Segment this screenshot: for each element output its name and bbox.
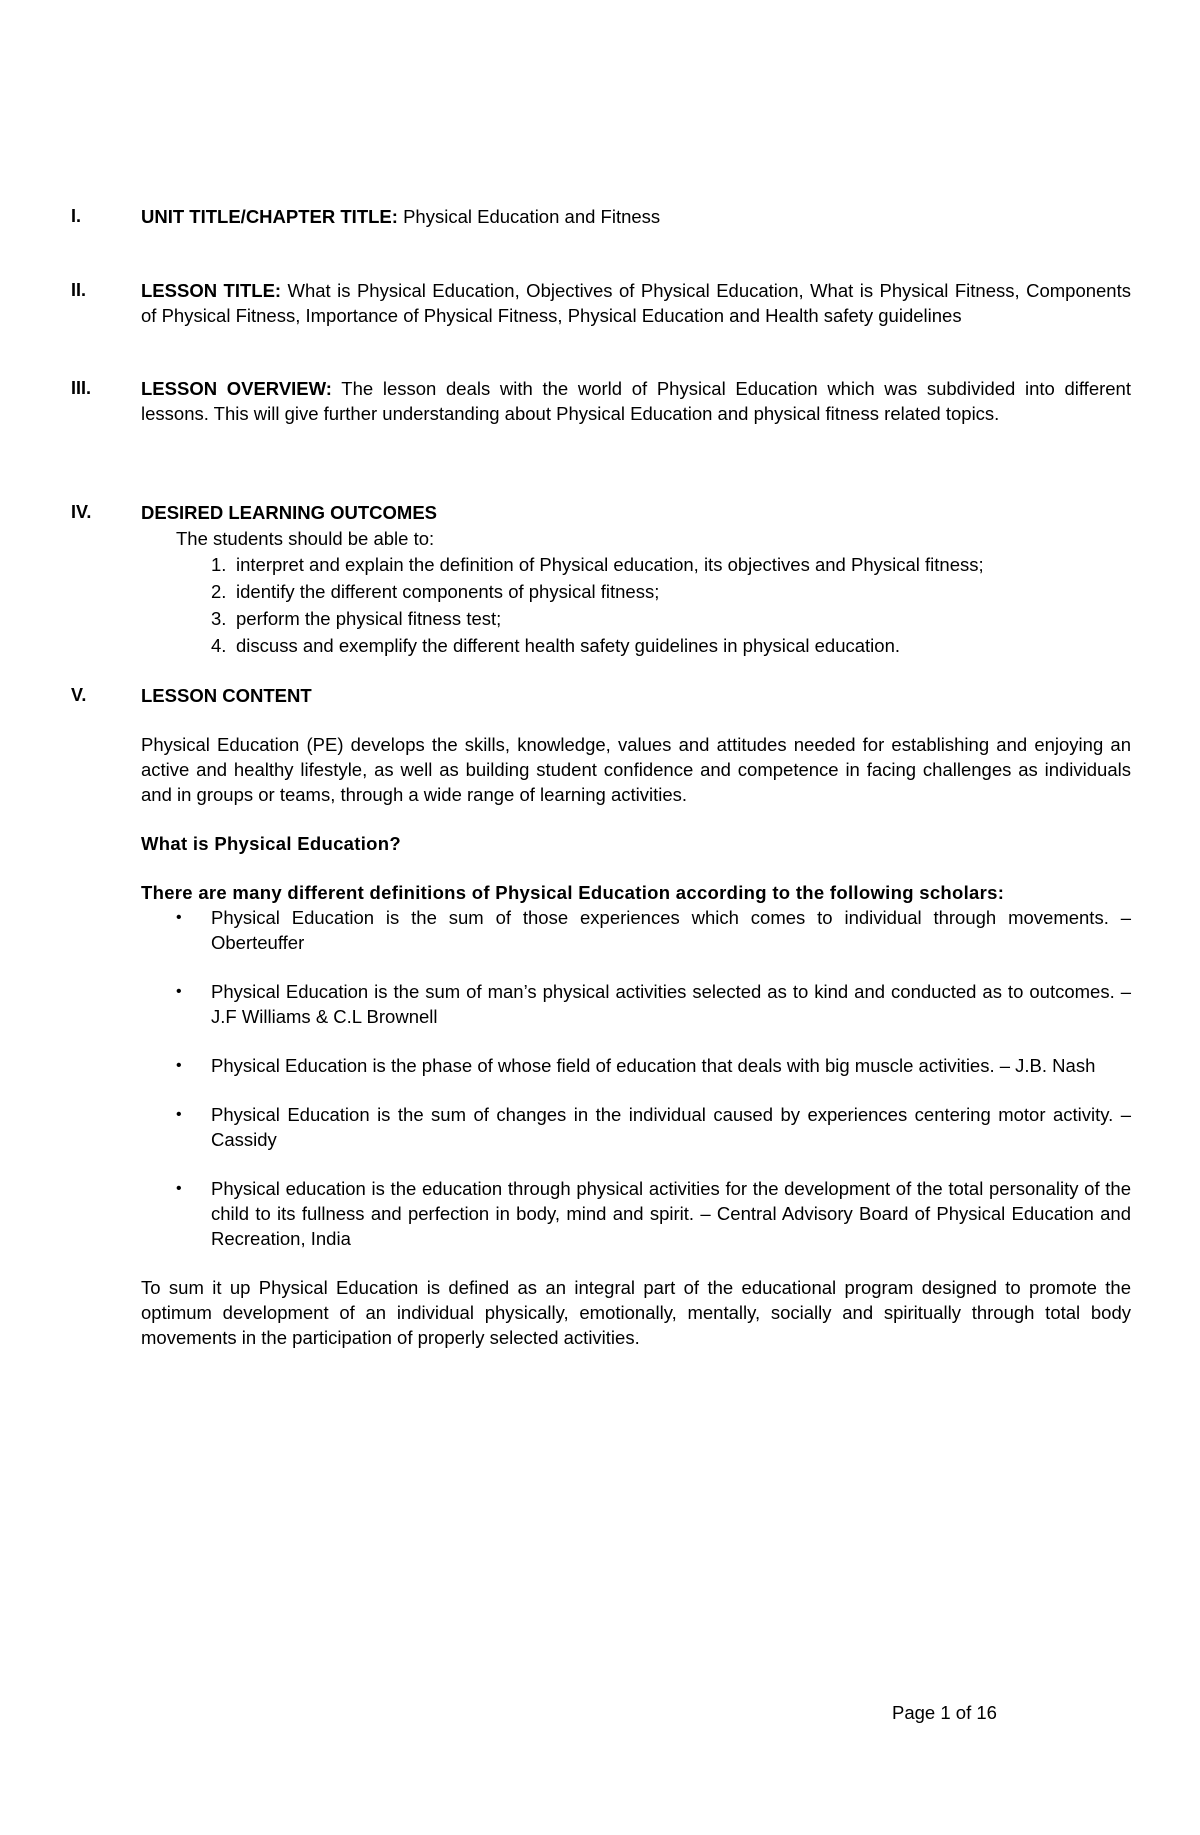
item-number: 3. — [211, 608, 227, 629]
item-number: 2. — [211, 581, 227, 602]
section-text: What is Physical Education, Objectives of Physical Education, What is Physical Fitness, Components of Physical Fitness, Importance of Physical Fitness, Physical Education and Health safety guidelines — [141, 280, 1131, 326]
section-body — [141, 376, 1131, 426]
section-body — [141, 204, 1131, 229]
section-body — [141, 683, 1131, 1350]
list-item — [141, 979, 1131, 1029]
section-label: LESSON TITLE: — [141, 280, 282, 301]
section-numeral: III. — [71, 378, 92, 398]
section-heading: LESSON CONTENT — [141, 685, 312, 706]
list-item — [141, 551, 1131, 578]
list-item — [141, 578, 1131, 605]
definition-text: Physical Education is the sum of those experiences which comes to individual through movements. – Oberteuffer — [211, 907, 1131, 953]
page-number: Page 1 of 16 — [892, 1702, 997, 1723]
list-item — [141, 1176, 1131, 1251]
section-numeral: II. — [71, 280, 87, 300]
section-numeral: V. — [71, 685, 87, 705]
bullet-icon: • — [176, 983, 182, 1000]
list-item — [141, 1053, 1131, 1078]
bullet-icon: • — [176, 1180, 182, 1197]
definition-text: Physical Education is the sum of changes in the individual caused by experiences centering motor activity. – Cassidy — [211, 1104, 1131, 1150]
definitions-heading: There are many different definitions of Physical Education according to the following scholars: — [141, 882, 1005, 903]
outcomes-lead: The students should be able to: — [176, 528, 435, 549]
item-number: 1. — [211, 554, 227, 575]
subheading: What is Physical Education? — [141, 833, 401, 854]
item-text: perform the physical fitness test; — [236, 608, 502, 629]
list-item — [141, 1102, 1131, 1152]
section-numeral: I. — [71, 206, 82, 226]
item-text: discuss and exemplify the different health safety guidelines in physical education. — [236, 635, 901, 656]
definition-text: Physical Education is the sum of man’s physical activities selected as to kind and conducted as to outcomes. – J.F Williams & C.L Brownell — [211, 981, 1131, 1027]
summary-paragraph: To sum it up Physical Education is defined as an integral part of the educational program designed to promote the optimum development of an individual physically, emotionally, mentally, socially and spiritually through total body movements in the participation of properly selected activities. — [141, 1277, 1131, 1348]
section-body — [141, 278, 1131, 328]
definition-text: Physical education is the education through physical activities for the development of the total personality of the child to its fullness and perfection in body, mind and spirit. – Central Advisory Board of Physical Education and Recreation, India — [211, 1178, 1131, 1249]
definitions-list — [141, 905, 1131, 1251]
section-body — [141, 500, 1131, 659]
section-label: UNIT TITLE/CHAPTER TITLE: — [141, 206, 398, 227]
item-text: identify the different components of physical fitness; — [236, 581, 660, 602]
list-item — [141, 632, 1131, 659]
item-number: 4. — [211, 635, 227, 656]
content-intro-paragraph: Physical Education (PE) develops the skills, knowledge, values and attitudes needed for establishing and enjoying an active and healthy lifestyle, as well as building student confidence and competence in facing challenges as individuals and in groups or teams, through a wide range of learning activities. — [141, 734, 1131, 805]
list-item — [141, 905, 1131, 955]
outcomes-list — [141, 551, 1131, 659]
item-text: interpret and explain the definition of Physical education, its objectives and Physical fitness; — [236, 554, 984, 575]
bullet-icon: • — [176, 909, 182, 926]
section-heading: DESIRED LEARNING OUTCOMES — [141, 502, 438, 523]
section-text: Physical Education and Fitness — [403, 206, 661, 227]
definition-text: Physical Education is the phase of whose field of education that deals with big muscle activities. – J.B. Nash — [211, 1055, 1096, 1076]
bullet-icon: • — [176, 1057, 182, 1074]
section-label: LESSON OVERVIEW: — [141, 378, 332, 399]
list-item — [141, 605, 1131, 632]
section-text: The lesson deals with the world of Physical Education which was subdivided into different lessons. This will give further understanding about Physical Education and physical fitness related topics. — [141, 378, 1131, 424]
section-numeral: IV. — [71, 502, 92, 522]
bullet-icon: • — [176, 1106, 182, 1123]
